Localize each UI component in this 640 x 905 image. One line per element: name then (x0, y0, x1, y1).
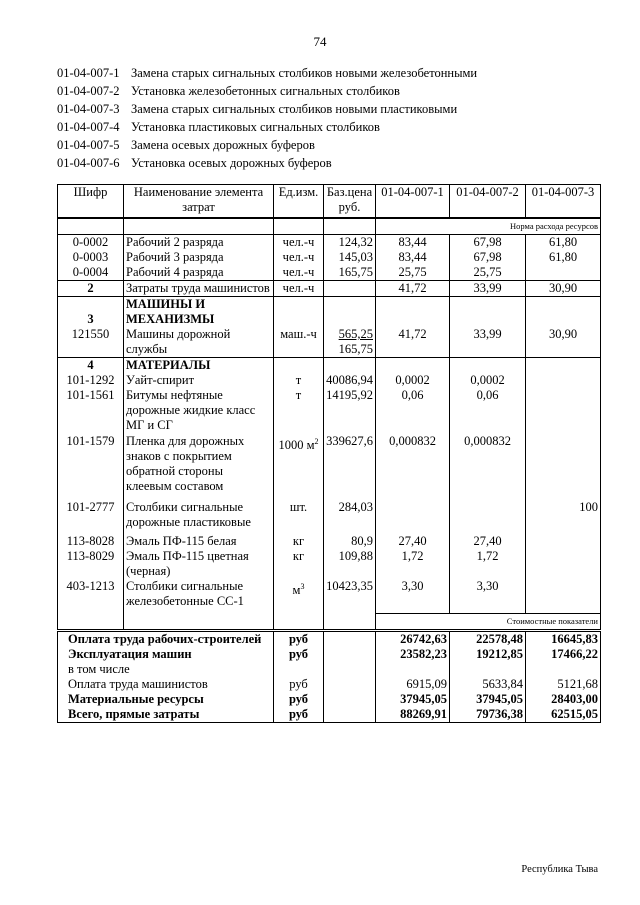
cost-row (58, 707, 601, 723)
code: 01-04-007-5 (57, 138, 120, 152)
cell-price: 165,75 (324, 265, 376, 281)
cell-name: Пленка для дорожных знаков с покрытием обратной стороны клеевым составом (124, 434, 274, 500)
unit-sup: 3 (300, 582, 305, 591)
cell-code: 113-8029 (58, 549, 124, 579)
cost-name: Материальные ресурсы (58, 692, 274, 707)
cost-label: Стоимостные показатели (376, 613, 601, 630)
header-col1: 01-04-007-1 (376, 185, 450, 219)
cell-price (324, 281, 376, 297)
unit-text: м (292, 583, 301, 598)
cell-code: 101-1292 (58, 373, 124, 388)
cost-row (58, 677, 601, 692)
cost-v2: 5633,84 (450, 677, 526, 692)
unit-sup: 2 (314, 437, 319, 446)
cell-v2: 0,0002 (450, 373, 526, 388)
table-row (58, 579, 601, 613)
cell-price: 14195,92 (324, 388, 376, 434)
header-name: Наименование элемента затрат (124, 185, 274, 219)
cell-unit: кг (274, 534, 324, 549)
cell-unit: т (274, 373, 324, 388)
cell-price: 124,32 (324, 235, 376, 251)
table-row (58, 235, 601, 251)
cell-v2: 0,000832 (450, 434, 526, 500)
cell-price: 80,9 (324, 534, 376, 549)
cell-code: 121550 (58, 327, 124, 358)
cost-name: в том числе (58, 662, 274, 677)
cell-v3 (526, 534, 601, 549)
cell-v3 (526, 549, 601, 579)
cell-price: 339627,6 (324, 434, 376, 500)
cell-v2: 1,72 (450, 549, 526, 579)
cost-unit: руб (274, 707, 324, 723)
cost-name: Оплата труда рабочих-строителей (58, 630, 274, 647)
cell-name: Эмаль ПФ-115 цветная (черная) (124, 549, 274, 579)
cell-unit (274, 579, 324, 613)
code-list (57, 64, 477, 172)
cost-v2: 79736,38 (450, 707, 526, 723)
table-header (58, 185, 601, 219)
cell-v1: 83,44 (376, 235, 450, 251)
cell-v3: 100 (526, 500, 601, 534)
cell-v2: 0,06 (450, 388, 526, 434)
cell-v1: 0,06 (376, 388, 450, 434)
code-text: Установка железобетонных сигнальных столбиков (131, 84, 400, 98)
cost-v3: 5121,68 (526, 677, 601, 692)
cost-v3: 62515,05 (526, 707, 601, 723)
cell-code: 113-8028 (58, 534, 124, 549)
cell-unit (274, 434, 324, 500)
cost-row (58, 647, 601, 662)
table-row (58, 327, 601, 358)
cell-v2: 33,99 (450, 281, 526, 297)
cell-code: 101-1579 (58, 434, 124, 500)
code-item (57, 118, 477, 136)
cost-v1: 88269,91 (376, 707, 450, 723)
cost-v3: 28403,00 (526, 692, 601, 707)
cell-name: Уайт-спирит (124, 373, 274, 388)
cell-v3 (526, 373, 601, 388)
cost-v2: 19212,85 (450, 647, 526, 662)
code-text: Замена старых сигнальных столбиков новыми пластиковыми (131, 102, 458, 116)
table-row (58, 281, 601, 297)
cell-v2: 25,75 (450, 265, 526, 281)
cost-v3: 17466,22 (526, 647, 601, 662)
cell-v1: 41,72 (376, 327, 450, 358)
cell-code: 101-2777 (58, 500, 124, 534)
header-code: Шифр (58, 185, 124, 219)
norm-label: Норма расхода ресурсов (376, 218, 601, 235)
cell-v3: 61,80 (526, 235, 601, 251)
section-title: МАШИНЫ И МЕХАНИЗМЫ (124, 297, 274, 328)
cell-v1 (376, 500, 450, 534)
section-row (58, 358, 601, 374)
cost-unit: руб (274, 692, 324, 707)
cell-v1: 1,72 (376, 549, 450, 579)
page-number: 74 (313, 34, 327, 49)
cost-v2: 37945,05 (450, 692, 526, 707)
cost-v1: 23582,23 (376, 647, 450, 662)
cell-v3 (526, 579, 601, 613)
cell-v3: 30,90 (526, 281, 601, 297)
cost-unit: руб (274, 647, 324, 662)
cost-v1: 37945,05 (376, 692, 450, 707)
region-footer: Республика Тыва (521, 864, 598, 875)
cell-unit: чел.-ч (274, 235, 324, 251)
price-a: 565,25 (338, 327, 373, 341)
cost-row (58, 692, 601, 707)
cell-v2: 67,98 (450, 235, 526, 251)
cell-price: 40086,94 (324, 373, 376, 388)
cost-row (58, 630, 601, 647)
cell-v2 (450, 500, 526, 534)
cell-v3 (526, 434, 601, 500)
cell-name: Затраты труда машинистов (124, 281, 274, 297)
cell-name: Рабочий 2 разряда (124, 235, 274, 251)
section-row (58, 297, 601, 328)
header-price: Баз.цена руб. (324, 185, 376, 219)
cell-price: 109,88 (324, 549, 376, 579)
cell-v1: 25,75 (376, 265, 450, 281)
cell-code: 403-1213 (58, 579, 124, 613)
cell-price: 10423,35 (324, 579, 376, 613)
cell-v3: 61,80 (526, 250, 601, 265)
cost-unit: руб (274, 677, 324, 692)
cost-name: Эксплуатация машин (58, 647, 274, 662)
cell-name: Рабочий 4 разряда (124, 265, 274, 281)
code-text: Замена осевых дорожных буферов (131, 138, 315, 152)
code: 01-04-007-6 (57, 156, 120, 170)
cell-v2: 33,99 (450, 327, 526, 358)
section-code: 4 (58, 358, 124, 374)
table-row (58, 534, 601, 549)
cell-name: Столбики сигнальные железобетонные СС-1 (124, 579, 274, 613)
cost-name: Оплата труда машинистов (58, 677, 274, 692)
code-text: Установка пластиковых сигнальных столбиков (131, 120, 380, 134)
cell-code: 2 (58, 281, 124, 297)
code-item (57, 100, 477, 118)
table-row (58, 549, 601, 579)
code-item (57, 64, 477, 82)
cell-name: Битумы нефтяные дорожные жидкие класс МГ и СГ (124, 388, 274, 434)
table-row (58, 373, 601, 388)
cell-unit: маш.-ч (274, 327, 324, 358)
section-title: МАТЕРИАЛЫ (124, 358, 274, 374)
cell-v1: 27,40 (376, 534, 450, 549)
header-col3: 01-04-007-3 (526, 185, 601, 219)
cell-v3: 30,90 (526, 327, 601, 358)
resource-norms-table (57, 184, 601, 723)
cell-code: 0-0002 (58, 235, 124, 251)
header-col2: 01-04-007-2 (450, 185, 526, 219)
table-row (58, 434, 601, 500)
code-item (57, 154, 477, 172)
cell-v2: 67,98 (450, 250, 526, 265)
cost-row (58, 662, 601, 677)
cell-code: 101-1561 (58, 388, 124, 434)
cell-code: 0-0003 (58, 250, 124, 265)
cell-unit: чел.-ч (274, 265, 324, 281)
table-row (58, 265, 601, 281)
unit-text: 1000 м (278, 438, 315, 453)
cell-price: 145,03 (324, 250, 376, 265)
cell-name: Эмаль ПФ-115 белая (124, 534, 274, 549)
price-b: 165,75 (338, 342, 373, 356)
cost-label-row (58, 613, 601, 630)
cell-v1: 0,000832 (376, 434, 450, 500)
table-row (58, 388, 601, 434)
norm-label-row (58, 218, 601, 235)
table-row (58, 250, 601, 265)
code-item (57, 82, 477, 100)
cell-v1: 0,0002 (376, 373, 450, 388)
cell-name: Рабочий 3 разряда (124, 250, 274, 265)
code-text: Установка осевых дорожных буферов (131, 156, 332, 170)
code: 01-04-007-3 (57, 102, 120, 116)
cell-v1: 41,72 (376, 281, 450, 297)
cell-v2: 3,30 (450, 579, 526, 613)
cost-unit: руб (274, 630, 324, 647)
cell-price: 284,03 (324, 500, 376, 534)
table-row (58, 500, 601, 534)
cell-unit: т (274, 388, 324, 434)
cell-name: Столбики сигнальные дорожные пластиковые (124, 500, 274, 534)
cost-name: Всего, прямые затраты (58, 707, 274, 723)
cell-v2: 27,40 (450, 534, 526, 549)
cell-unit: шт. (274, 500, 324, 534)
cell-code: 0-0004 (58, 265, 124, 281)
cost-v1: 6915,09 (376, 677, 450, 692)
section-code: 3 (58, 297, 124, 328)
code: 01-04-007-1 (57, 66, 120, 80)
cell-v3 (526, 265, 601, 281)
header-unit: Ед.изм. (274, 185, 324, 219)
cell-name: Машины дорожной службы (124, 327, 274, 358)
cell-unit: кг (274, 549, 324, 579)
cell-unit: чел.-ч (274, 281, 324, 297)
cell-v1: 3,30 (376, 579, 450, 613)
cell-v1: 83,44 (376, 250, 450, 265)
code: 01-04-007-4 (57, 120, 120, 134)
code-text: Замена старых сигнальных столбиков новыми железобетонными (131, 66, 478, 80)
cost-v3: 16645,83 (526, 630, 601, 647)
cost-v2: 22578,48 (450, 630, 526, 647)
cell-v3 (526, 388, 601, 434)
cell-price (324, 327, 376, 358)
cost-v1: 26742,63 (376, 630, 450, 647)
cell-unit: чел.-ч (274, 250, 324, 265)
code: 01-04-007-2 (57, 84, 120, 98)
code-item (57, 136, 477, 154)
